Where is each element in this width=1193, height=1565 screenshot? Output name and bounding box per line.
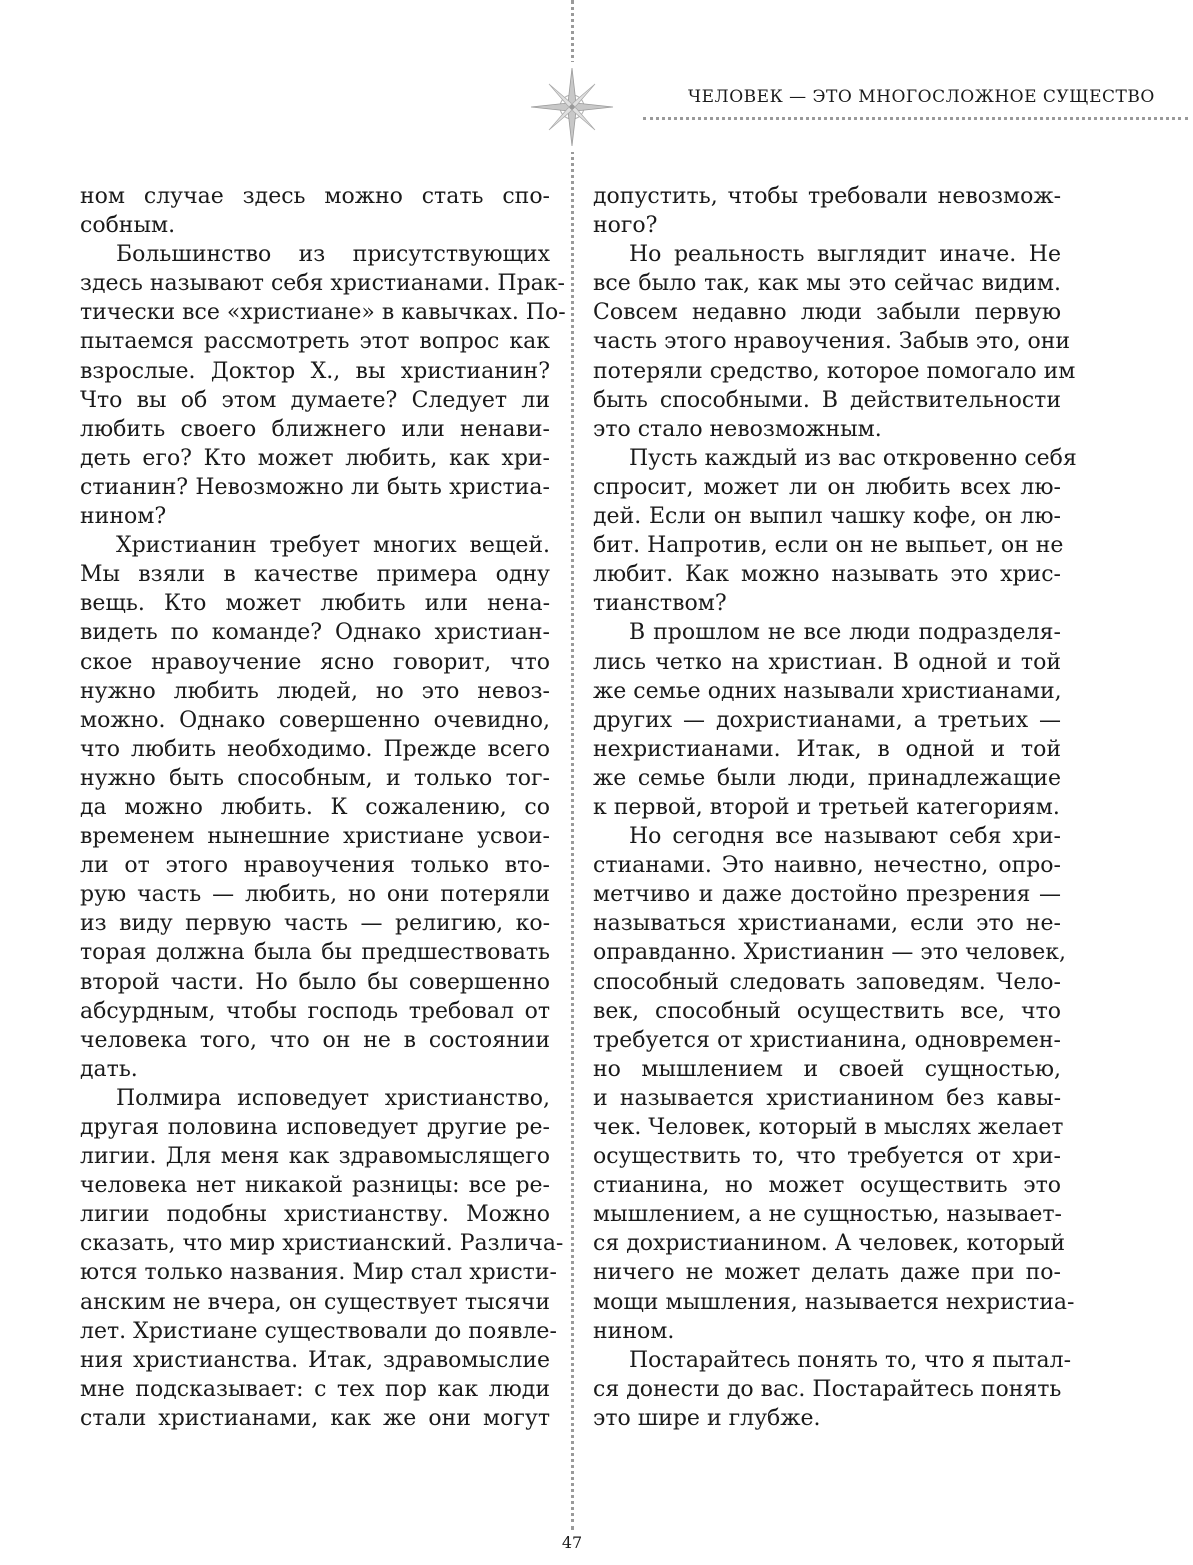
text-line: любит. Как можно называть это хрис- — [593, 562, 1061, 588]
text-line: временем нынешние христиане усвои- — [80, 824, 550, 850]
text-line: человека того, что он не в состоянии — [80, 1027, 550, 1053]
text-line: ся дохристианином. А человек, который — [593, 1231, 1065, 1257]
text-line: оправданно. Христианин — это человек, — [593, 940, 1067, 966]
text-line: способный следовать заповедям. Чело- — [593, 969, 1061, 995]
text-line: ния христианства. Итак, здравомыслие — [80, 1347, 550, 1373]
header-rule — [643, 117, 1188, 120]
text-line: что любить необходимо. Прежде всего — [80, 736, 550, 762]
text-line: нужно быть способным, и только тог- — [80, 765, 550, 791]
text-line: пытаемся рассмотреть этот вопрос как — [80, 329, 550, 355]
text-line: другая половина исповедует другие ре- — [80, 1115, 550, 1140]
text-line: лигии. Для меня как здравомыслящего — [80, 1144, 550, 1170]
text-line: нином? — [80, 504, 167, 530]
text-line: быть способными. В действительности — [593, 387, 1061, 413]
text-line: ское нравоучение ясно говорит, что — [80, 649, 550, 675]
text-line: же семье были люди, принадлежащие — [593, 765, 1061, 791]
text-line: Полмира исповедует христианство, — [116, 1085, 550, 1111]
text-line: абсурдным, чтобы господь требовал от — [80, 998, 550, 1024]
compass-rose-icon — [527, 62, 617, 152]
text-line: это шире и глубже. — [593, 1405, 821, 1431]
text-line: нехристианами. Итак, в одной и той — [593, 736, 1061, 762]
text-line: лет. Христиане существовали до появле- — [80, 1318, 557, 1344]
text-line: тианством? — [593, 591, 727, 617]
text-line: потеряли средство, которое помогало им — [593, 358, 1076, 384]
text-line: анским не вчера, он существует тысячи — [80, 1289, 550, 1315]
text-line: мышлением, а не сущностью, называет- — [593, 1202, 1062, 1228]
text-line: нином. — [593, 1318, 675, 1344]
text-line: деть его? Кто может любить, как хри- — [80, 445, 550, 471]
text-line: ли от этого нравоучения только вто- — [80, 853, 550, 879]
text-line: мне подсказывает: с тех пор как люди — [80, 1376, 550, 1402]
running-head: ЧЕЛОВЕК — ЭТО МНОГОСЛОЖНОЕ СУЩЕСТВО — [688, 87, 1155, 107]
text-line: нужно любить людей, но это невоз- — [80, 678, 550, 704]
text-line: но мышлением и своей сущностью, — [593, 1056, 1061, 1082]
left-text-column — [80, 182, 566, 1433]
text-line: взрослые. Доктор Х., вы христианин? — [80, 358, 550, 384]
text-line: рую часть — любить, но они потеряли — [80, 882, 550, 908]
text-line: вещь. Кто может любить или нена- — [80, 591, 550, 617]
text-line: стианами. Это наивно, нечестно, опро- — [593, 853, 1061, 879]
text-line: любить своего ближнего или ненави- — [80, 416, 550, 442]
text-line: сказать, что мир христианский. Различа- — [80, 1231, 564, 1257]
text-line: лись четко на христиан. В одной и той — [593, 649, 1061, 675]
text-line: Мы взяли в качестве примера одну — [80, 562, 550, 588]
text-line: это стало невозможным. — [593, 416, 882, 442]
text-line: осуществить то, что требуется от хри- — [593, 1144, 1061, 1170]
text-line: ются только названия. Мир стал христи- — [80, 1260, 557, 1286]
text-line: допустить, чтобы требовали невозмож- — [593, 184, 1061, 209]
text-line: стали христианами, как же они могут — [80, 1405, 550, 1431]
text-line: к первой, второй и третьей категориям. — [593, 794, 1060, 820]
text-line: торая должна была бы предшествовать — [80, 940, 550, 966]
text-line: В прошлом не все люди подразделя- — [629, 620, 1061, 646]
text-line: Пусть каждый из вас откровенно себя — [629, 445, 1077, 471]
text-line: требуется от христианина, одновремен- — [593, 1027, 1061, 1053]
text-line: Христианин требует многих вещей. — [116, 533, 550, 559]
text-line: Что вы об этом думаете? Следует ли — [80, 387, 550, 413]
text-line: Совсем недавно люди забыли первую — [593, 300, 1061, 326]
text-line: других — дохристианами, а третьих — — [593, 707, 1061, 733]
text-line: здесь называют себя христианами. Прак- — [80, 271, 565, 297]
text-line: Но реальность выглядит иначе. Не — [629, 242, 1061, 268]
text-line: из виду первую часть — религию, ко- — [80, 911, 550, 937]
text-line: и называется христианином без кавы- — [593, 1085, 1061, 1111]
text-line: Но сегодня все называют себя хри- — [629, 824, 1061, 850]
text-line: стианин? Невозможно ли быть христиа- — [80, 474, 550, 500]
text-line: ного? — [593, 213, 658, 239]
text-line: второй части. Но было бы совершенно — [80, 969, 550, 995]
text-line: собным. — [80, 213, 176, 239]
text-line: тически все «христиане» в кавычках. По- — [80, 300, 566, 326]
text-line: Постарайтесь понять то, что я пытал- — [629, 1347, 1072, 1373]
text-line: мощи мышления, называется нехристиа- — [593, 1289, 1075, 1315]
text-line: ся донести до вас. Постарайтесь понять — [593, 1376, 1062, 1402]
page-number: 47 — [561, 1533, 583, 1552]
text-line: ничего не может делать даже при по- — [593, 1260, 1061, 1286]
text-line: спросит, может ли он любить всех лю- — [593, 474, 1061, 500]
right-text-column — [593, 182, 1077, 1433]
text-line: чек. Человек, который в мыслях желает — [593, 1115, 1064, 1140]
text-line: же семье одних называли христианами, — [593, 678, 1062, 704]
text-line: бит. Напротив, если он не выпьет, он не — [593, 533, 1064, 559]
text-line: называться христианами, если это не- — [593, 911, 1061, 937]
text-line: дать. — [80, 1056, 138, 1082]
text-line: Большинство из присутствующих — [116, 242, 550, 268]
text-line: можно. Однако совершенно очевидно, — [80, 707, 550, 733]
text-line: ном случае здесь можно стать спо- — [80, 184, 550, 209]
text-line: все было так, как мы это сейчас видим. — [593, 271, 1061, 297]
text-line: метчиво и даже достойно презрения — — [593, 882, 1061, 908]
text-line: век, способный осуществить все, что — [593, 998, 1061, 1024]
text-line: часть этого нравоучения. Забыв это, они — [593, 329, 1071, 355]
text-line: дей. Если он выпил чашку кофе, он лю- — [593, 504, 1061, 530]
text-line: человека нет никакой разницы: все ре- — [80, 1173, 550, 1199]
text-line: видеть по команде? Однако христиан- — [80, 620, 550, 646]
text-line: лигии подобны христианству. Можно — [80, 1202, 550, 1228]
column-divider — [571, 0, 574, 1530]
text-line: стианина, но может осуществить это — [593, 1173, 1061, 1199]
text-line: да можно любить. К сожалению, со — [80, 794, 550, 820]
